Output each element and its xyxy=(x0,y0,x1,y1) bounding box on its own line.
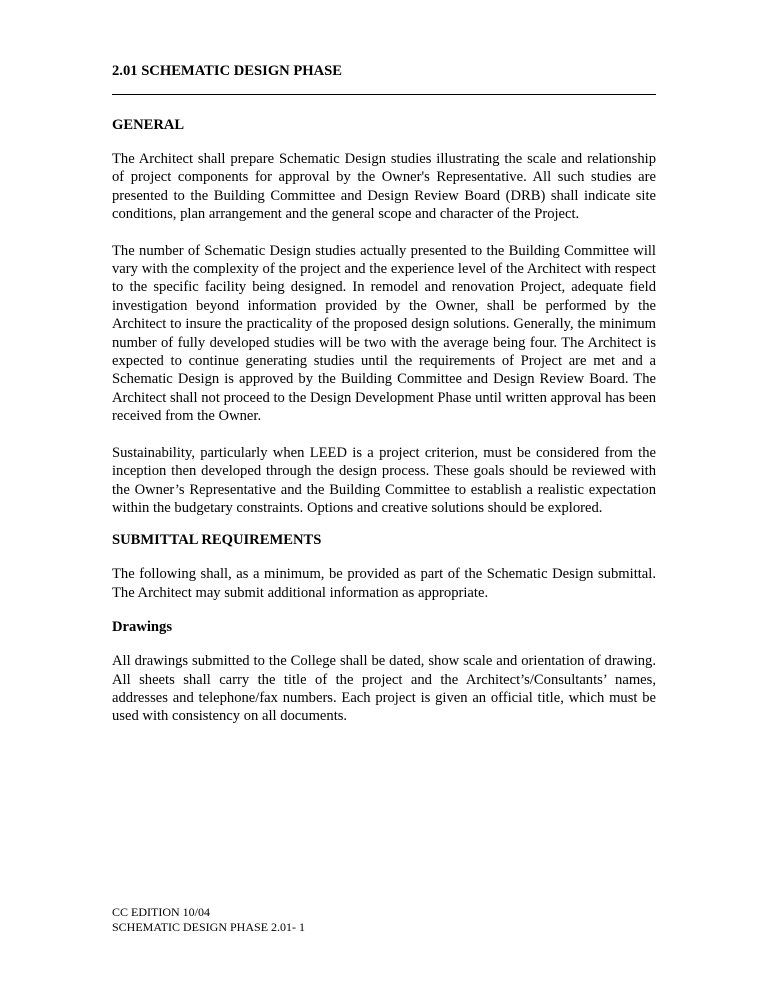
footer-page-label: SCHEMATIC DESIGN PHASE 2.01- 1 xyxy=(112,920,306,934)
general-paragraph-1: The Architect shall prepare Schematic Design studies illustrating the scale and relationship of project components for approval by the Owner's Representative. All such studies are presented to the Building Committee and Design Review Board (DRB) shall indicate site conditions, plan arrangement and the general scope and character of the Project. xyxy=(112,151,656,223)
section-heading-submittal: SUBMITTAL REQUIREMENTS xyxy=(112,532,322,549)
footer-edition: CC EDITION 10/04 xyxy=(112,905,210,919)
section-heading-general: GENERAL xyxy=(112,117,185,133)
general-paragraph-2: The number of Schematic Design studies actually presented to the Building Committee will vary with the complexity of the project and the experience level of the Architect with respect to the specific facility being designed. In remodel and renovation Project, adequate field investigation beyond information provided by the Owner, shall be performed by the Architect to insure the practicality of the proposed design solutions. Generally, the minimum number of fully developed studies will be two with the average being four. The Architect is expected to continue generating studies until the requirements of Project are met and a Schematic Design is approved by the Building Committee and Design Review Board. The Architect shall not proceed to the Design Development Phase until written approval has been received from the Owner. xyxy=(112,242,656,425)
title-divider xyxy=(112,94,656,95)
subsection-heading-drawings: Drawings xyxy=(112,619,172,636)
page-title: 2.01 SCHEMATIC DESIGN PHASE xyxy=(112,63,343,79)
page-footer xyxy=(112,905,305,935)
general-paragraph-3: Sustainability, particularly when LEED is a project criterion, must be considered from the inception then developed through the design process. These goals should be reviewed with the Owner’s Representative and the Building Committee to establish a realistic expectation within the budgetary constraints. Options and creative solutions should be explored. xyxy=(112,444,656,516)
document-body xyxy=(112,62,656,726)
drawings-paragraph: All drawings submitted to the College shall be dated, show scale and orientation of drawing. All sheets shall carry the title of the project and the Architect’s/Consultants’ names, addresses and telephone/fax numbers. Each project is given an official title, which must be used with consistency on all documents. xyxy=(112,653,656,725)
submittal-paragraph: The following shall, as a minimum, be provided as part of the Schematic Design submittal. The Architect may submit additional information as appropriate. xyxy=(112,566,656,601)
